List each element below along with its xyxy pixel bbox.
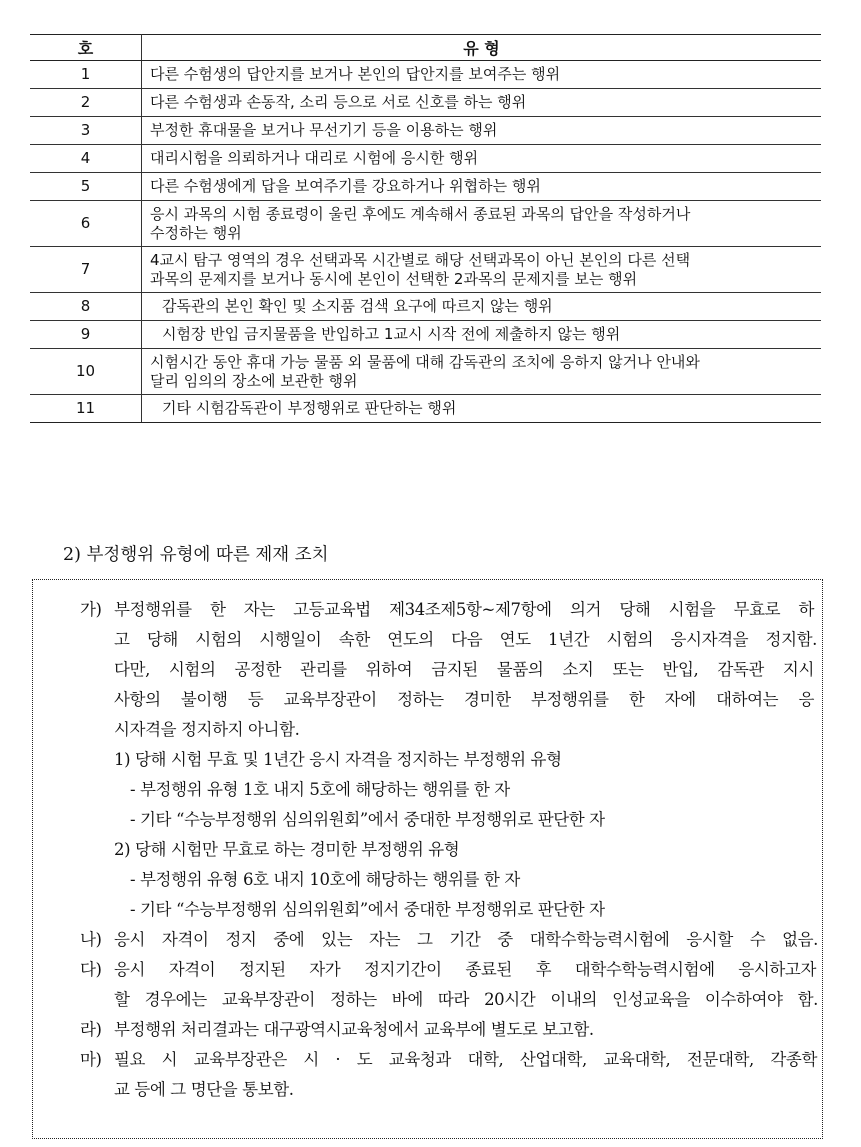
sub1-item: - 부정행위 유형 1호 내지 5호에 해당하는 행위를 한 자 bbox=[130, 780, 510, 799]
row-no: 10 bbox=[30, 349, 142, 395]
row-no: 2 bbox=[30, 89, 142, 117]
violation-types-table bbox=[30, 34, 821, 423]
row-text: 기타 시험감독관이 부정행위로 판단하는 행위 bbox=[142, 395, 822, 423]
row-text: 다른 수험생에게 답을 보여주기를 강요하거나 위협하는 행위 bbox=[142, 173, 822, 201]
row-no: 9 bbox=[30, 321, 142, 349]
row-text-line: 달리 임의의 장소에 보관한 행위 bbox=[150, 371, 358, 390]
table-row bbox=[30, 173, 821, 201]
item-ga-line: 부정행위를 한 자는 고등교육법 제34조제5항~제7항에 의거 당해 시험을 무효로 하 bbox=[114, 600, 814, 619]
table-row bbox=[30, 395, 821, 423]
table-header-row bbox=[30, 35, 821, 61]
table-row bbox=[30, 89, 821, 117]
item-label-ga: 가) bbox=[80, 600, 102, 619]
row-text-line: 시험시간 동안 휴대 가능 물품 외 물품에 대해 감독관의 조치에 응하지 않거나 안내와 bbox=[150, 352, 700, 371]
row-no: 3 bbox=[30, 117, 142, 145]
row-no: 1 bbox=[30, 61, 142, 89]
row-no: 4 bbox=[30, 145, 142, 173]
row-text: 대리시험을 의뢰하거나 대리로 시험에 응시한 행위 bbox=[142, 145, 822, 173]
table-row bbox=[30, 321, 821, 349]
header-type: 유 형 bbox=[142, 35, 822, 61]
item-ga-line: 고 당해 시험의 시행일이 속한 연도의 다음 연도 1년간 시험의 응시자격을 정지함. bbox=[114, 630, 818, 649]
row-text: 부정한 휴대물을 보거나 무선기기 등을 이용하는 행위 bbox=[142, 117, 822, 145]
row-no: 8 bbox=[30, 293, 142, 321]
row-no: 5 bbox=[30, 173, 142, 201]
row-text bbox=[142, 247, 822, 293]
section-title: 2) 부정행위 유형에 따른 제재 조치 bbox=[63, 545, 329, 565]
row-no: 7 bbox=[30, 247, 142, 293]
sanctions-box bbox=[32, 579, 823, 1139]
sub2-item: - 부정행위 유형 6호 내지 10호에 해당하는 행위를 한 자 bbox=[130, 870, 520, 889]
sub1-item: - 기타 “수능부정행위 심의위원회”에서 중대한 부정행위로 판단한 자 bbox=[130, 810, 605, 829]
header-no: 호 bbox=[30, 35, 142, 61]
row-text: 다른 수험생과 손동작, 소리 등으로 서로 신호를 하는 행위 bbox=[142, 89, 822, 117]
item-ma-line: 교 등에 그 명단을 통보함. bbox=[114, 1080, 294, 1099]
row-text-line: 응시 과목의 시험 종료령이 울린 후에도 계속해서 종료된 과목의 답안을 작성하거나 bbox=[150, 204, 691, 223]
table-row bbox=[30, 145, 821, 173]
item-ma-line: 필요 시 교육부장관은 시 · 도 교육청과 대학, 산업대학, 교육대학, 전문대학, 각종학 bbox=[114, 1050, 817, 1069]
row-text-line: 수정하는 행위 bbox=[150, 223, 242, 242]
item-label-ra: 라) bbox=[80, 1020, 102, 1039]
item-label-da: 다) bbox=[80, 960, 102, 979]
item-label-na: 나) bbox=[80, 930, 102, 949]
table-row bbox=[30, 117, 821, 145]
item-ga-line: 시자격을 정지하지 아니함. bbox=[114, 720, 300, 739]
item-ga-line: 사항의 불이행 등 교육부장관이 정하는 경미한 부정행위를 한 자에 대하여는 응 bbox=[114, 690, 814, 709]
table-row bbox=[30, 201, 821, 247]
item-da-line: 응시 자격이 정지된 자가 정지기간이 종료된 후 대학수학능력시험에 응시하고자 bbox=[114, 960, 816, 979]
row-text: 다른 수험생의 답안지를 보거나 본인의 답안지를 보여주는 행위 bbox=[142, 61, 822, 89]
item-na-text: 응시 자격이 정지 중에 있는 자는 그 기간 중 대학수학능력시험에 응시할 수 없음. bbox=[114, 930, 818, 949]
row-no: 6 bbox=[30, 201, 142, 247]
table-row bbox=[30, 349, 821, 395]
item-label-ma: 마) bbox=[80, 1050, 102, 1069]
sub2-title: 2) 당해 시험만 무효로 하는 경미한 부정행위 유형 bbox=[114, 840, 460, 859]
sub1-title: 1) 당해 시험 무효 및 1년간 응시 자격을 정지하는 부정행위 유형 bbox=[114, 750, 562, 769]
row-text: 감독관의 본인 확인 및 소지품 검색 요구에 따르지 않는 행위 bbox=[142, 293, 822, 321]
sub2-item: - 기타 “수능부정행위 심의위원회”에서 중대한 부정행위로 판단한 자 bbox=[130, 900, 605, 919]
table-row bbox=[30, 293, 821, 321]
item-da-line: 할 경우에는 교육부장관이 정하는 바에 따라 20시간 이내의 인성교육을 이수하여야 함. bbox=[114, 990, 818, 1009]
item-ga-line: 다만, 시험의 공정한 관리를 위하여 금지된 물품의 소지 또는 반입, 감독관 지시 bbox=[114, 660, 814, 679]
item-ra-text: 부정행위 처리결과는 대구광역시교육청에서 교육부에 별도로 보고함. bbox=[114, 1020, 594, 1039]
row-text bbox=[142, 349, 822, 395]
row-text bbox=[142, 201, 822, 247]
row-text-line: 과목의 문제지를 보거나 동시에 본인이 선택한 2과목의 문제지를 보는 행위 bbox=[150, 269, 638, 288]
row-text: 시험장 반입 금지물품을 반입하고 1교시 시작 전에 제출하지 않는 행위 bbox=[142, 321, 822, 349]
table-row bbox=[30, 61, 821, 89]
table-row bbox=[30, 247, 821, 293]
row-no: 11 bbox=[30, 395, 142, 423]
row-text-line: 4교시 탐구 영역의 경우 선택과목 시간별로 해당 선택과목이 아닌 본인의 다른 선택 bbox=[150, 250, 691, 269]
